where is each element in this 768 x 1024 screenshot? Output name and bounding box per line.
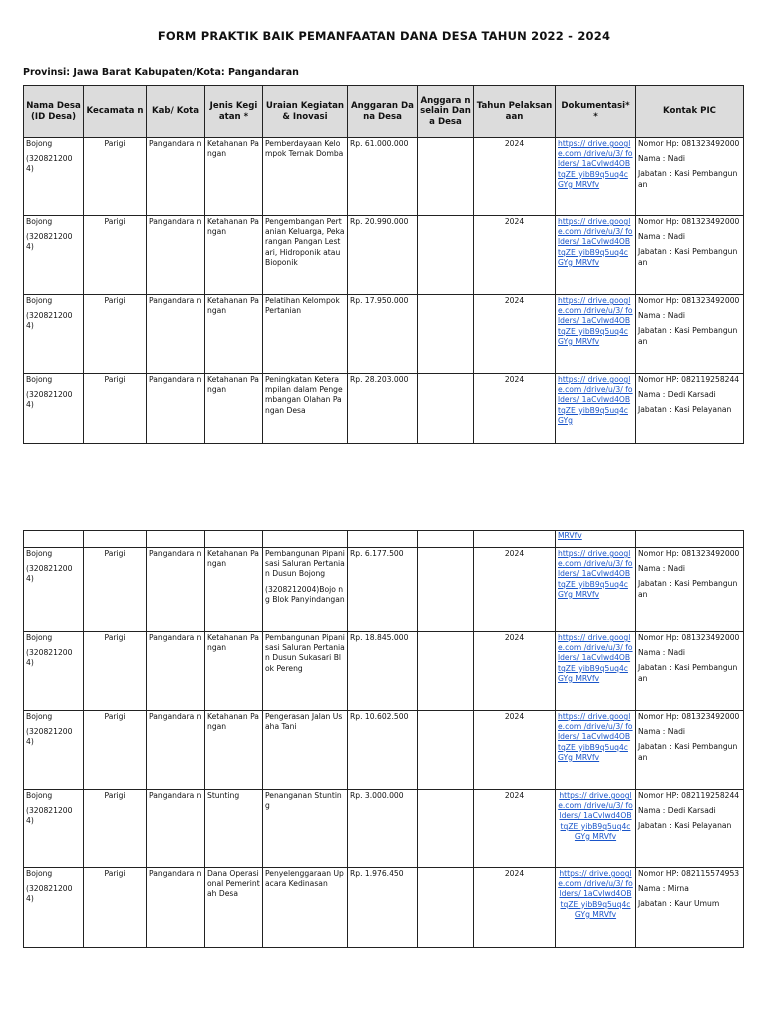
contact-name: Nama : Nadi bbox=[638, 232, 686, 242]
contact-position: Jabatan : Kasi Pelayanan bbox=[638, 405, 732, 415]
cell-tahun: 2024 bbox=[474, 138, 556, 216]
cell-kab-kota: Pangandara n bbox=[147, 548, 205, 632]
cell-tahun: 2024 bbox=[474, 374, 556, 444]
cell-tahun: 2024 bbox=[474, 216, 556, 295]
uraian-text-2: (3208212004)Bojo ng Blok Panyindangan bbox=[265, 584, 345, 604]
documentation-link[interactable]: https:// drive.google.com /drive/u/3/ folders/ 1aCvlwd4OBtqZE yibB9q5uq4cGYg MRVfv bbox=[558, 712, 633, 762]
col-kab-kota: Kab/ Kota bbox=[147, 86, 205, 138]
cell-kab-kota: Pangandara n bbox=[147, 868, 205, 948]
contact-phone: Nomor HP: 082115574953 bbox=[638, 869, 740, 878]
desa-name: Bojong bbox=[26, 633, 53, 642]
cell-uraian bbox=[263, 868, 348, 948]
cell-dokumentasi bbox=[556, 374, 636, 444]
uraian-text: Pembangunan Pipanisasi Saluran Pertanian Dusun Sukasari Blok Pereng bbox=[265, 633, 345, 673]
cell-kontak bbox=[636, 790, 744, 868]
cell-dokumentasi bbox=[556, 868, 636, 948]
cell-desa bbox=[24, 632, 84, 711]
cell-anggaran-lain bbox=[418, 548, 474, 632]
cell-dokumentasi bbox=[556, 790, 636, 868]
cell-tahun: 2024 bbox=[474, 548, 556, 632]
cell-jenis-kegiatan: Ketahanan Pangan bbox=[205, 216, 263, 295]
cell-anggaran: Rp. 28.203.000 bbox=[348, 374, 418, 444]
cell-kab-kota: Pangandara n bbox=[147, 374, 205, 444]
header-row bbox=[24, 86, 744, 138]
cell-desa bbox=[24, 868, 84, 948]
contact-position: Jabatan : Kaur Umum bbox=[638, 899, 720, 909]
cell-uraian bbox=[263, 632, 348, 711]
uraian-text: Pemberdayaan Kelompok Ternak Domba bbox=[265, 139, 344, 159]
desa-name: Bojong bbox=[26, 139, 53, 148]
table-row bbox=[24, 295, 744, 374]
cell-kecamatan: Parigi bbox=[84, 868, 147, 948]
cell-jenis-kegiatan: Ketahanan Pangan bbox=[205, 548, 263, 632]
desa-name: Bojong bbox=[26, 869, 53, 878]
cell-anggaran: Rp. 18.845.000 bbox=[348, 632, 418, 711]
cell-uraian bbox=[263, 790, 348, 868]
contact-name: Nama : Mirna bbox=[638, 884, 689, 894]
cell-dokumentasi bbox=[556, 548, 636, 632]
contact-name: Nama : Nadi bbox=[638, 564, 686, 574]
table-row bbox=[24, 868, 744, 948]
cell-desa bbox=[24, 138, 84, 216]
cell-kecamatan: Parigi bbox=[84, 711, 147, 790]
cell-anggaran-lain bbox=[418, 632, 474, 711]
contact-position: Jabatan : Kasi Pembangunan bbox=[638, 326, 738, 346]
cell-anggaran: Rp. 6.177.500 bbox=[348, 548, 418, 632]
cell-kontak bbox=[636, 295, 744, 374]
table-row bbox=[24, 548, 744, 632]
col-tahun: Tahun Pelaksanaan bbox=[474, 86, 556, 138]
table-row bbox=[24, 138, 744, 216]
col-dokumentasi: Dokumentasi* * bbox=[556, 86, 636, 138]
activity-table-page-1 bbox=[23, 85, 744, 444]
contact-phone: Nomor Hp: 081323492000 bbox=[638, 633, 740, 642]
cell-anggaran-lain bbox=[418, 295, 474, 374]
cell-jenis-kegiatan: Ketahanan Pangan bbox=[205, 632, 263, 711]
cell-uraian bbox=[263, 216, 348, 295]
cell-jenis-kegiatan: Stunting bbox=[205, 790, 263, 868]
cell-kab-kota: Pangandara n bbox=[147, 138, 205, 216]
desa-name: Bojong bbox=[26, 791, 53, 800]
cell-uraian bbox=[263, 711, 348, 790]
cell-tahun: 2024 bbox=[474, 711, 556, 790]
contact-phone: Nomor Hp: 081323492000 bbox=[638, 549, 740, 558]
cell-dokumentasi bbox=[556, 711, 636, 790]
cell-kecamatan: Parigi bbox=[84, 138, 147, 216]
uraian-text: Pengembangan Pertanian Keluarga, Pekarangan Pangan Lestari, Hidroponik atau Bioponik bbox=[265, 217, 345, 267]
desa-name: Bojong bbox=[26, 549, 53, 558]
col-anggaran-dana-desa: Anggaran Dana Desa bbox=[348, 86, 418, 138]
uraian-text: Pengerasan Jalan Usaha Tani bbox=[265, 712, 343, 732]
contact-name: Nama : Nadi bbox=[638, 311, 686, 321]
contact-name: Nama : Nadi bbox=[638, 154, 686, 164]
cell-kecamatan: Parigi bbox=[84, 374, 147, 444]
documentation-link[interactable]: https:// drive.google.com /drive/u/3/ folders/ 1aCvlwd4OBtqZE yibB9q5uq4cGYg MRVfv bbox=[558, 217, 633, 267]
cell-kontak bbox=[636, 548, 744, 632]
desa-id: (320821200 4) bbox=[26, 806, 73, 826]
col-nama-desa: Nama Desa (ID Desa) bbox=[24, 86, 84, 138]
desa-id: (320821200 4) bbox=[26, 648, 73, 668]
table-row bbox=[24, 711, 744, 790]
uraian-text: Pelatihan Kelompok Pertanian bbox=[265, 296, 340, 316]
cell-desa bbox=[24, 374, 84, 444]
cell-tahun: 2024 bbox=[474, 632, 556, 711]
cell-kecamatan: Parigi bbox=[84, 216, 147, 295]
documentation-link[interactable]: https:// drive.google.com /drive/u/3/ folders/ 1aCvlwd4OBtqZE yibB9q5uq4cGYg MRVfv bbox=[558, 633, 633, 683]
documentation-link[interactable]: https:// drive.google.com /drive/u/3/ folders/ 1aCvlwd4OBtqZE yibB9q5uq4cGYg MRVfv bbox=[558, 791, 633, 841]
documentation-link[interactable]: https:// drive.google.com /drive/u/3/ folders/ 1aCvlwd4OBtqZE yibB9q5uq4cGYg bbox=[558, 375, 633, 425]
desa-id: (320821200 4) bbox=[26, 727, 73, 747]
cell-kab-kota: Pangandara n bbox=[147, 711, 205, 790]
cell-kontak bbox=[636, 216, 744, 295]
desa-name: Bojong bbox=[26, 296, 53, 305]
cell-jenis-kegiatan: Ketahanan Pangan bbox=[205, 138, 263, 216]
col-kecamatan: Kecamata n bbox=[84, 86, 147, 138]
cell-jenis-kegiatan: Ketahanan Pangan bbox=[205, 711, 263, 790]
cell-desa bbox=[24, 548, 84, 632]
cell-uraian bbox=[263, 374, 348, 444]
desa-name: Bojong bbox=[26, 375, 53, 384]
contact-phone: Nomor Hp: 081323492000 bbox=[638, 296, 740, 305]
form-title: FORM PRAKTIK BAIK PEMANFAATAN DANA DESA TAHUN 2022 - 2024 bbox=[157, 29, 611, 43]
contact-position: Jabatan : Kasi Pembangunan bbox=[638, 169, 738, 189]
activity-table-page-2 bbox=[23, 530, 744, 948]
contact-position: Jabatan : Kasi Pembangunan bbox=[638, 742, 738, 762]
cell-kab-kota: Pangandara n bbox=[147, 216, 205, 295]
uraian-text: Peningkatan Keterampilan dalam Pengembangan Olahan Pangan Desa bbox=[265, 375, 343, 415]
table-row bbox=[24, 374, 744, 444]
cell-uraian bbox=[263, 295, 348, 374]
cell-anggaran: Rp. 3.000.000 bbox=[348, 790, 418, 868]
table-row bbox=[24, 790, 744, 868]
desa-id: (320821200 4) bbox=[26, 232, 73, 252]
cell-kecamatan: Parigi bbox=[84, 632, 147, 711]
documentation-link[interactable]: https:// drive.google.com /drive/u/3/ folders/ 1aCvlwd4OBtqZE yibB9q5uq4cGYg MRVfv bbox=[558, 549, 633, 599]
cell-dokumentasi bbox=[556, 632, 636, 711]
cell-anggaran-lain bbox=[418, 138, 474, 216]
cell-kontak bbox=[636, 138, 744, 216]
cell-kab-kota: Pangandara n bbox=[147, 632, 205, 711]
cell-dokumentasi bbox=[556, 216, 636, 295]
cell-kecamatan: Parigi bbox=[84, 295, 147, 374]
cell-anggaran: Rp. 20.990.000 bbox=[348, 216, 418, 295]
contact-name: Nama : Dedi Karsadi bbox=[638, 806, 716, 816]
cell-kecamatan: Parigi bbox=[84, 548, 147, 632]
cell-anggaran: Rp. 1.976.450 bbox=[348, 868, 418, 948]
cell-anggaran: Rp. 10.602.500 bbox=[348, 711, 418, 790]
cell-dokumentasi bbox=[556, 295, 636, 374]
cell-anggaran-lain bbox=[418, 374, 474, 444]
cell-kontak bbox=[636, 374, 744, 444]
col-jenis-kegiatan: Jenis Kegiatan * bbox=[205, 86, 263, 138]
cell-kab-kota: Pangandara n bbox=[147, 790, 205, 868]
province-line: Provinsi: Jawa Barat Kabupaten/Kota: Pangandaran bbox=[23, 67, 299, 78]
table-row-partial bbox=[24, 531, 744, 548]
uraian-text: Penyelenggaraan Upacara Kedinasan bbox=[265, 869, 344, 889]
cell-tahun: 2024 bbox=[474, 295, 556, 374]
cell-jenis-kegiatan: Ketahanan Pangan bbox=[205, 374, 263, 444]
desa-name: Bojong bbox=[26, 217, 53, 226]
contact-name: Nama : Nadi bbox=[638, 648, 686, 658]
cell-dokumentasi bbox=[556, 138, 636, 216]
col-anggaran-lain: Anggara n selain Dana Desa bbox=[418, 86, 474, 138]
desa-id: (320821200 4) bbox=[26, 311, 73, 331]
desa-name: Bojong bbox=[26, 712, 53, 721]
contact-position: Jabatan : Kasi Pelayanan bbox=[638, 821, 732, 831]
table-row bbox=[24, 216, 744, 295]
cell-kontak bbox=[636, 868, 744, 948]
contact-position: Jabatan : Kasi Pembangunan bbox=[638, 579, 738, 599]
cell-anggaran-lain bbox=[418, 216, 474, 295]
contact-phone: Nomor Hp: 081323492000 bbox=[638, 217, 740, 226]
cell-tahun: 2024 bbox=[474, 868, 556, 948]
cell-anggaran-lain bbox=[418, 790, 474, 868]
contact-phone: Nomor Hp: 081323492000 bbox=[638, 139, 740, 148]
cell-anggaran-lain bbox=[418, 711, 474, 790]
contact-phone: Nomor HP: 082119258244 bbox=[638, 375, 740, 384]
documentation-link[interactable]: https:// drive.google.com /drive/u/3/ folders/ 1aCvlwd4OBtqZE yibB9q5uq4cGYg MRVfv bbox=[558, 296, 633, 346]
cell-kab-kota: Pangandara n bbox=[147, 295, 205, 374]
contact-name: Nama : Dedi Karsadi bbox=[638, 390, 716, 400]
desa-id: (320821200 4) bbox=[26, 564, 73, 584]
table-row bbox=[24, 632, 744, 711]
cell-kontak bbox=[636, 711, 744, 790]
col-uraian: Uraian Kegiatan & Inovasi bbox=[263, 86, 348, 138]
cell-anggaran: Rp. 17.950.000 bbox=[348, 295, 418, 374]
cell-jenis-kegiatan: Dana Operasional Pemerintah Desa bbox=[205, 868, 263, 948]
col-kontak-pic: Kontak PIC bbox=[636, 86, 744, 138]
documentation-link[interactable]: https:// drive.google.com /drive/u/3/ folders/ 1aCvlwd4OBtqZE yibB9q5uq4cGYg MRVfv bbox=[558, 869, 633, 919]
uraian-text: Pembangunan Pipanisasi Saluran Pertanian Dusun Bojong bbox=[265, 549, 345, 579]
cell-desa bbox=[24, 295, 84, 374]
cell-kecamatan: Parigi bbox=[84, 790, 147, 868]
cell-anggaran-lain bbox=[418, 868, 474, 948]
contact-name: Nama : Nadi bbox=[638, 727, 686, 737]
documentation-link[interactable]: https:// drive.google.com /drive/u/3/ folders/ 1aCvlwd4OBtqZE yibB9q5uq4cGYg MRVfv bbox=[558, 139, 633, 189]
cell-desa bbox=[24, 216, 84, 295]
cell-uraian bbox=[263, 548, 348, 632]
cell-jenis-kegiatan: Ketahanan Pangan bbox=[205, 295, 263, 374]
contact-position: Jabatan : Kasi Pembangunan bbox=[638, 663, 738, 683]
contact-position: Jabatan : Kasi Pembangunan bbox=[638, 247, 738, 267]
uraian-text: Penanganan Stunting bbox=[265, 791, 342, 811]
cell-desa bbox=[24, 711, 84, 790]
documentation-link-tail[interactable]: MRVfv bbox=[558, 531, 582, 540]
cell-uraian bbox=[263, 138, 348, 216]
contact-phone: Nomor HP: 082119258244 bbox=[638, 791, 740, 800]
desa-id: (320821200 4) bbox=[26, 884, 73, 904]
desa-id: (320821200 4) bbox=[26, 390, 73, 410]
cell-desa bbox=[24, 790, 84, 868]
desa-id: (320821200 4) bbox=[26, 154, 73, 174]
contact-phone: Nomor Hp: 081323492000 bbox=[638, 712, 740, 721]
cell-kontak bbox=[636, 632, 744, 711]
cell-tahun: 2024 bbox=[474, 790, 556, 868]
cell-anggaran: Rp. 61.000.000 bbox=[348, 138, 418, 216]
